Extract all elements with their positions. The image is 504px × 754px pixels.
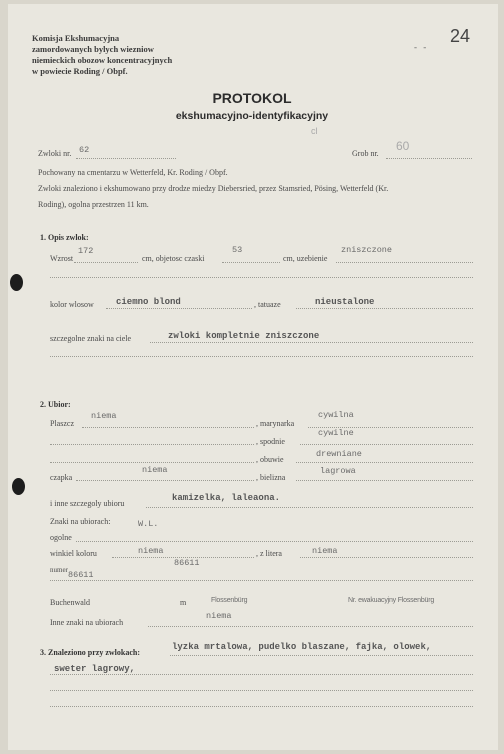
kolor-value: ciemno blond xyxy=(116,297,181,307)
obuwie-label: , obuwie xyxy=(256,455,284,464)
czapka-value: niema xyxy=(142,465,168,475)
bielizna-label: , bielizna xyxy=(256,473,286,482)
buchenwald-label: Buchenwald xyxy=(50,598,90,607)
page-marks: - - xyxy=(414,42,429,52)
znaki-value: zwloki kompletnie zniszczone xyxy=(168,331,320,341)
section-1-heading: 1. Opis zwlok: xyxy=(40,233,89,242)
numer-value-left: 86611 xyxy=(68,570,94,580)
inne-znaki-value: niema xyxy=(206,611,232,621)
faint-mark: cl xyxy=(311,126,318,136)
zwloki-label: Zwloki nr. xyxy=(38,149,72,158)
uzebienie-value: zniszczone xyxy=(341,245,393,255)
page-number: 24 xyxy=(450,26,471,46)
intro-line-2: Zwloki znaleziono i ekshumowano przy drodze miedzy Diebersried, przez Stamsried, Pösing, Wetterfeld (Kr. xyxy=(38,184,389,193)
plaszcz-label: Plaszcz xyxy=(50,419,74,428)
numer-label: numer xyxy=(50,566,68,574)
nr-ewak-label: Nr. ewakuacyjny Flossenbürg xyxy=(348,597,435,604)
litera-label: , z litera xyxy=(256,549,282,558)
obuwie-value: drewniane xyxy=(316,449,362,459)
uzebienie-label: cm, uzebienie xyxy=(283,254,328,263)
spodnie-label: , spodnie xyxy=(256,437,285,446)
punch-hole-top xyxy=(10,274,23,291)
intro-line-1: Pochowany na cmentarzu w Wetterfeld, Kr. Roding / Obpf. xyxy=(38,168,228,177)
litera-value: niema xyxy=(312,546,338,556)
punch-hole-bottom xyxy=(12,478,25,495)
grob-label: Grob nr. xyxy=(352,149,379,158)
zwloki-value: 62 xyxy=(79,145,90,155)
spodnie-value: cywilne xyxy=(318,428,354,438)
winkiel-value: niema xyxy=(138,546,164,556)
znaki-label: szczegolne znaki na ciele xyxy=(50,334,132,343)
section-3-value-2: sweter lagrowy, xyxy=(54,664,136,674)
czaski-value: 53 xyxy=(232,245,243,255)
inne-label: i inne szczegoly ubioru xyxy=(50,499,125,508)
header-line-2: zamordowanych bylych wiezniow xyxy=(32,44,154,54)
header-line-4: w powiecie Roding / Obpf. xyxy=(32,66,128,76)
grob-value: 60 xyxy=(396,139,410,153)
numer-value-center: 86611 xyxy=(174,558,200,568)
winkiel-label: winkiel koloru xyxy=(50,549,97,558)
tatuaze-label: , tatuaze xyxy=(254,300,281,309)
page-subtitle: ekshumacyjno-identyfikacyjny xyxy=(175,110,329,122)
m-label: m xyxy=(180,598,187,607)
intro-line-3: Roding), ogolna przestrzen 11 km. xyxy=(38,200,149,209)
flossenburg-label: Flossenbürg xyxy=(211,597,248,604)
wzrost-value: 172 xyxy=(78,246,94,256)
wzrost-label: Wzrost xyxy=(50,254,74,263)
ogolne-label: ogolne xyxy=(50,533,72,542)
czapka-label: czapka xyxy=(50,473,73,482)
bielizna-value: lagrowa xyxy=(320,466,356,476)
tatuaze-value: nieustalone xyxy=(315,297,375,307)
inne-znaki-label: Inne znaki na ubiorach xyxy=(50,618,124,627)
page-title: PROTOKOL xyxy=(212,90,292,106)
znaki-ubiorach-value: W.L. xyxy=(138,519,159,529)
czaski-label: cm, objetosc czaski xyxy=(142,254,205,263)
marynarka-label: , marynarka xyxy=(256,419,295,428)
header-line-1: Komisja Ekshumacyjna xyxy=(32,33,120,43)
plaszcz-value: niema xyxy=(91,411,117,421)
section-2-heading: 2. Ubior: xyxy=(40,400,71,409)
inne-value: kamizelka, laleaona. xyxy=(172,493,281,503)
kolor-label: kolor wlosow xyxy=(50,300,94,309)
znaki-ubiorach-label: Znaki na ubiorach: xyxy=(50,517,111,526)
marynarka-value: cywilna xyxy=(318,410,354,420)
section-3-value-1: lyzka mrtalowa, pudelko blaszane, fajka, olowek, xyxy=(172,642,432,652)
header-line-3: niemieckich obozow koncentracyjnych xyxy=(32,55,173,65)
section-3-heading: 3. Znaleziono przy zwlokach: xyxy=(40,648,140,657)
